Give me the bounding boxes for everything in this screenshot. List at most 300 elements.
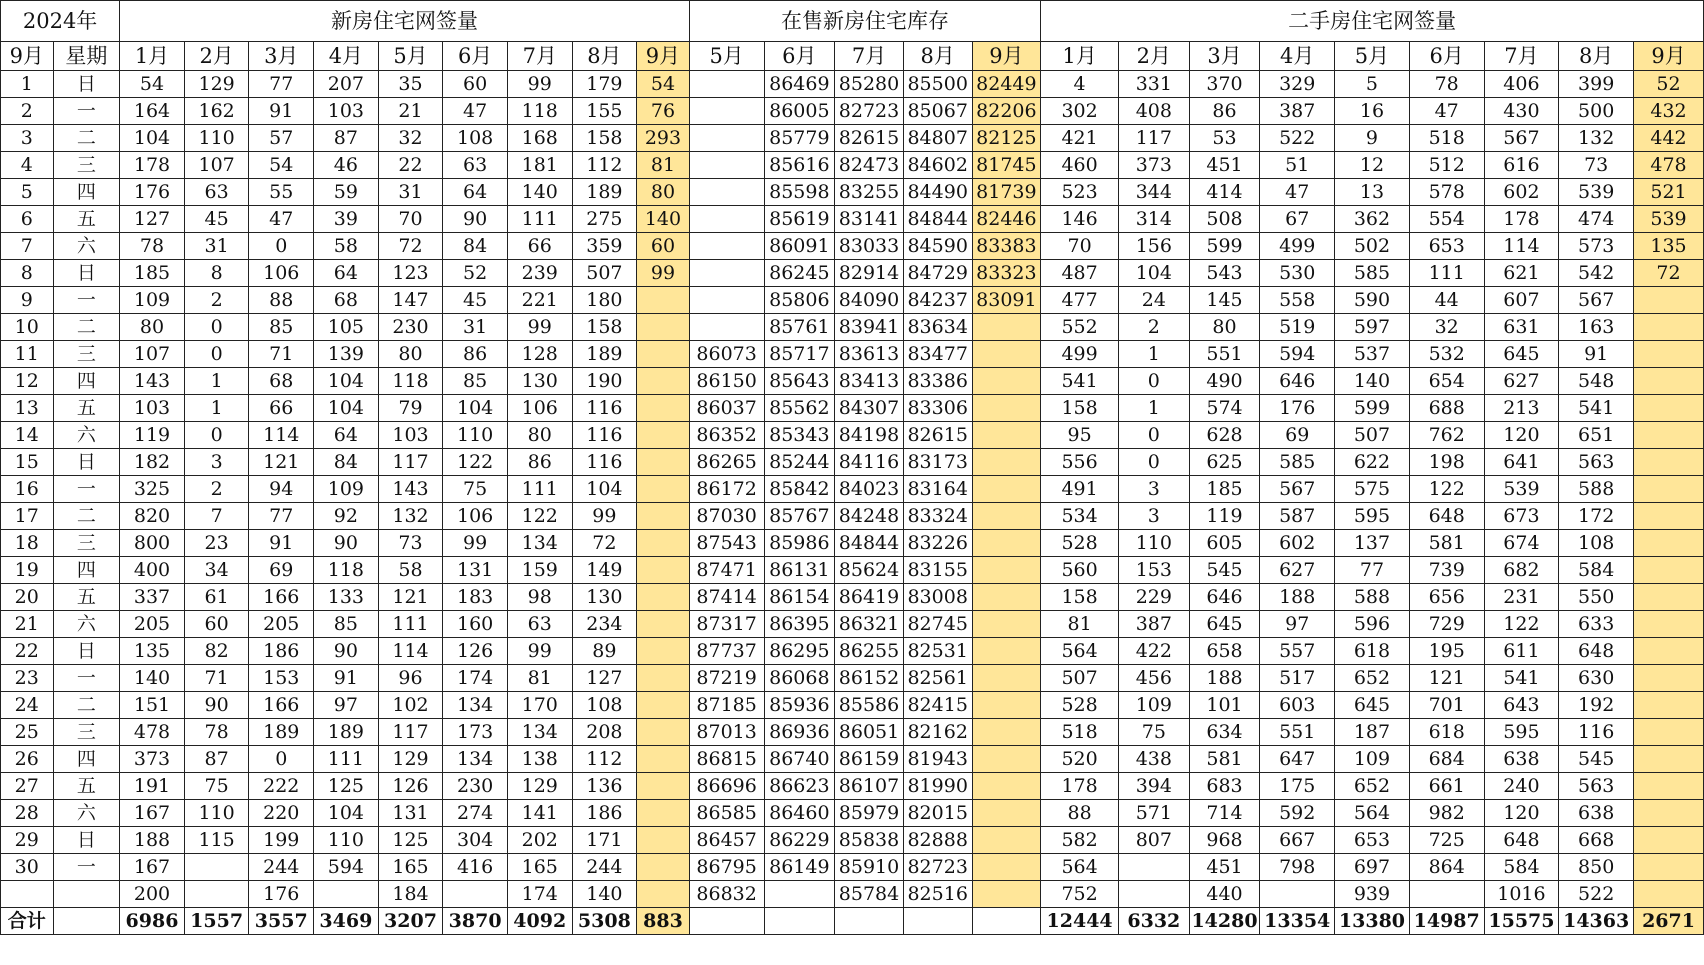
table-row xyxy=(1,287,1704,314)
day-cell: 27 xyxy=(1,773,54,800)
weekday-cell: 六 xyxy=(53,422,120,449)
secondhand-sales-cell: 387 xyxy=(1260,98,1335,125)
inventory-cell: 82723 xyxy=(835,98,904,125)
secondhand-sales-cell: 539 xyxy=(1634,206,1704,233)
secondhand-sales-cell: 229 xyxy=(1118,584,1189,611)
secondhand-sales-cell: 178 xyxy=(1484,206,1559,233)
secondhand-sales-cell: 602 xyxy=(1484,179,1559,206)
secondhand-sales-cell xyxy=(1634,503,1704,530)
secondhand-sales-cell: 52 xyxy=(1634,71,1704,98)
secondhand-sales-cell: 185 xyxy=(1189,476,1260,503)
secondhand-sales-cell: 75 xyxy=(1118,719,1189,746)
new-sales-cell: 63 xyxy=(507,611,572,638)
weekday-cell: 三 xyxy=(53,530,120,557)
secondhand-sales-cell: 4 xyxy=(1041,71,1119,98)
new-sales-cell: 158 xyxy=(572,314,637,341)
new-sales-cell: 165 xyxy=(378,854,443,881)
secondhand-sales-cell: 145 xyxy=(1189,287,1260,314)
inventory-cell xyxy=(972,503,1041,530)
secondhand-sales-total-cell: 13354 xyxy=(1260,908,1335,935)
secondhand-sales-cell: 584 xyxy=(1484,854,1559,881)
secondhand-sales-cell: 621 xyxy=(1484,260,1559,287)
secondhand-sales-cell: 627 xyxy=(1484,368,1559,395)
secondhand-sales-cell: 563 xyxy=(1559,449,1634,476)
inventory-cell: 83033 xyxy=(835,233,904,260)
new-sales-cell: 90 xyxy=(314,638,379,665)
weekday-cell: 三 xyxy=(53,152,120,179)
inventory-cell: 86172 xyxy=(689,476,764,503)
inventory-cell: 86795 xyxy=(689,854,764,881)
secondhand-sales-cell: 611 xyxy=(1484,638,1559,665)
secondhand-sales-cell: 638 xyxy=(1559,800,1634,827)
inventory-cell: 85643 xyxy=(764,368,835,395)
table-row xyxy=(1,449,1704,476)
day-cell: 16 xyxy=(1,476,54,503)
weekday-cell: 四 xyxy=(53,557,120,584)
secondhand-sales-cell: 140 xyxy=(1335,368,1410,395)
secondhand-sales-cell: 714 xyxy=(1189,800,1260,827)
table-row xyxy=(1,368,1704,395)
inventory-cell: 86091 xyxy=(764,233,835,260)
inventory-cell xyxy=(689,287,764,314)
new-sales-cell: 126 xyxy=(378,773,443,800)
secondhand-sales-cell: 394 xyxy=(1118,773,1189,800)
secondhand-sales-cell: 487 xyxy=(1041,260,1119,287)
inventory-cell: 82415 xyxy=(903,692,972,719)
secondhand-sales-cell: 520 xyxy=(1041,746,1119,773)
secondhand-sales-cell: 528 xyxy=(1041,692,1119,719)
new-sales-month-header: 2月 xyxy=(184,42,249,71)
inventory-cell: 85806 xyxy=(764,287,835,314)
new-sales-cell: 220 xyxy=(249,800,314,827)
new-sales-cell: 73 xyxy=(378,530,443,557)
secondhand-sales-cell xyxy=(1634,584,1704,611)
secondhand-sales-cell xyxy=(1634,476,1704,503)
new-sales-cell: 52 xyxy=(443,260,508,287)
inventory-month-header: 8月 xyxy=(903,42,972,71)
new-sales-cell: 97 xyxy=(314,692,379,719)
secondhand-sales-cell: 156 xyxy=(1118,233,1189,260)
day-cell: 15 xyxy=(1,449,54,476)
new-sales-cell: 110 xyxy=(443,422,508,449)
new-sales-cell: 191 xyxy=(120,773,185,800)
secondhand-sales-cell xyxy=(1634,638,1704,665)
secondhand-sales-cell: 638 xyxy=(1484,746,1559,773)
new-sales-cell: 188 xyxy=(120,827,185,854)
inventory-cell: 86457 xyxy=(689,827,764,854)
new-sales-cell: 207 xyxy=(314,71,379,98)
inventory-cell: 86068 xyxy=(764,665,835,692)
secondhand-sales-cell: 478 xyxy=(1634,152,1704,179)
new-sales-cell: 140 xyxy=(507,179,572,206)
table-row xyxy=(1,800,1704,827)
secondhand-sales-cell: 563 xyxy=(1559,773,1634,800)
inventory-cell: 82723 xyxy=(903,854,972,881)
secondhand-sales-cell: 370 xyxy=(1189,71,1260,98)
inventory-total-cell xyxy=(689,908,764,935)
secondhand-sales-cell: 762 xyxy=(1409,422,1484,449)
secondhand-sales-cell: 44 xyxy=(1409,287,1484,314)
inventory-cell: 83941 xyxy=(835,314,904,341)
secondhand-sales-cell: 646 xyxy=(1189,584,1260,611)
group-header-secondhand-sales: 二手房住宅网签量 xyxy=(1041,1,1704,42)
new-sales-cell xyxy=(637,827,690,854)
inventory-cell: 86295 xyxy=(764,638,835,665)
secondhand-sales-cell: 146 xyxy=(1041,206,1119,233)
secondhand-sales-cell: 567 xyxy=(1484,125,1559,152)
new-sales-cell: 125 xyxy=(314,773,379,800)
new-sales-cell: 167 xyxy=(120,800,185,827)
table-row xyxy=(1,854,1704,881)
new-sales-cell: 86 xyxy=(507,449,572,476)
new-sales-month-header: 4月 xyxy=(314,42,379,71)
secondhand-sales-cell xyxy=(1634,395,1704,422)
new-sales-total-cell: 883 xyxy=(637,908,690,935)
secondhand-sales-cell: 627 xyxy=(1260,557,1335,584)
secondhand-sales-cell: 373 xyxy=(1118,152,1189,179)
inventory-cell: 83634 xyxy=(903,314,972,341)
new-sales-cell: 106 xyxy=(443,503,508,530)
secondhand-sales-cell: 69 xyxy=(1260,422,1335,449)
inventory-cell xyxy=(972,530,1041,557)
new-sales-cell: 7 xyxy=(184,503,249,530)
new-sales-cell: 122 xyxy=(507,503,572,530)
secondhand-sales-cell: 594 xyxy=(1260,341,1335,368)
secondhand-sales-cell: 567 xyxy=(1260,476,1335,503)
table-row xyxy=(1,395,1704,422)
new-sales-cell: 159 xyxy=(507,557,572,584)
inventory-cell: 86229 xyxy=(764,827,835,854)
secondhand-sales-total-cell: 6332 xyxy=(1118,908,1189,935)
secondhand-sales-cell xyxy=(1634,746,1704,773)
secondhand-sales-cell: 701 xyxy=(1409,692,1484,719)
new-sales-cell xyxy=(637,638,690,665)
new-sales-cell: 0 xyxy=(249,746,314,773)
new-sales-cell: 111 xyxy=(507,206,572,233)
inventory-cell: 82615 xyxy=(903,422,972,449)
secondhand-sales-cell: 499 xyxy=(1041,341,1119,368)
inventory-cell: 82745 xyxy=(903,611,972,638)
weekday-cell: 四 xyxy=(53,746,120,773)
secondhand-sales-cell: 97 xyxy=(1260,611,1335,638)
day-cell: 7 xyxy=(1,233,54,260)
new-sales-cell: 78 xyxy=(120,233,185,260)
new-sales-cell: 58 xyxy=(314,233,379,260)
secondhand-sales-total-cell: 13380 xyxy=(1335,908,1410,935)
weekday-cell: 五 xyxy=(53,773,120,800)
weekday-cell: 五 xyxy=(53,395,120,422)
secondhand-sales-cell xyxy=(1634,665,1704,692)
day-cell: 2 xyxy=(1,98,54,125)
new-sales-cell: 189 xyxy=(572,341,637,368)
new-sales-cell xyxy=(637,881,690,908)
new-sales-cell xyxy=(637,449,690,476)
inventory-cell: 82015 xyxy=(903,800,972,827)
new-sales-total-cell: 1557 xyxy=(184,908,249,935)
inventory-cell: 84490 xyxy=(903,179,972,206)
new-sales-cell: 91 xyxy=(249,530,314,557)
new-sales-cell: 47 xyxy=(443,98,508,125)
new-sales-cell: 96 xyxy=(378,665,443,692)
new-sales-cell: 110 xyxy=(184,800,249,827)
inventory-cell: 82473 xyxy=(835,152,904,179)
secondhand-sales-cell: 532 xyxy=(1409,341,1484,368)
new-sales-cell: 373 xyxy=(120,746,185,773)
table-row xyxy=(1,206,1704,233)
new-sales-cell: 54 xyxy=(120,71,185,98)
new-sales-cell: 94 xyxy=(249,476,314,503)
new-sales-cell: 134 xyxy=(507,719,572,746)
inventory-cell xyxy=(764,881,835,908)
new-sales-cell: 181 xyxy=(507,152,572,179)
secondhand-sales-cell: 438 xyxy=(1118,746,1189,773)
secondhand-sales-month-header: 1月 xyxy=(1041,42,1119,71)
new-sales-month-header: 8月 xyxy=(572,42,637,71)
inventory-cell: 86815 xyxy=(689,746,764,773)
inventory-cell: 85280 xyxy=(835,71,904,98)
secondhand-sales-cell: 406 xyxy=(1484,71,1559,98)
table-row xyxy=(1,692,1704,719)
secondhand-sales-cell: 331 xyxy=(1118,71,1189,98)
inventory-month-header: 6月 xyxy=(764,42,835,71)
secondhand-sales-cell: 582 xyxy=(1041,827,1119,854)
secondhand-sales-cell: 47 xyxy=(1409,98,1484,125)
table-row xyxy=(1,530,1704,557)
secondhand-sales-cell: 574 xyxy=(1189,395,1260,422)
day-cell: 25 xyxy=(1,719,54,746)
day-cell: 10 xyxy=(1,314,54,341)
secondhand-sales-cell: 24 xyxy=(1118,287,1189,314)
secondhand-sales-cell: 507 xyxy=(1041,665,1119,692)
new-sales-cell: 234 xyxy=(572,611,637,638)
new-sales-cell: 171 xyxy=(572,827,637,854)
secondhand-sales-cell: 653 xyxy=(1409,233,1484,260)
secondhand-sales-cell xyxy=(1634,314,1704,341)
inventory-cell: 83155 xyxy=(903,557,972,584)
secondhand-sales-month-header: 5月 xyxy=(1335,42,1410,71)
inventory-cell: 85343 xyxy=(764,422,835,449)
secondhand-sales-total-cell: 2671 xyxy=(1634,908,1704,935)
new-sales-cell: 129 xyxy=(184,71,249,98)
new-sales-cell: 81 xyxy=(637,152,690,179)
secondhand-sales-cell: 643 xyxy=(1484,692,1559,719)
inventory-cell: 85598 xyxy=(764,179,835,206)
inventory-cell: 82531 xyxy=(903,638,972,665)
secondhand-sales-cell: 387 xyxy=(1118,611,1189,638)
new-sales-cell xyxy=(184,854,249,881)
secondhand-sales-cell: 661 xyxy=(1409,773,1484,800)
inventory-cell: 87013 xyxy=(689,719,764,746)
secondhand-sales-cell: 490 xyxy=(1189,368,1260,395)
secondhand-sales-cell: 78 xyxy=(1409,71,1484,98)
new-sales-cell xyxy=(637,341,690,368)
new-sales-cell: 99 xyxy=(507,71,572,98)
secondhand-sales-cell xyxy=(1634,368,1704,395)
new-sales-cell: 130 xyxy=(572,584,637,611)
new-sales-cell: 75 xyxy=(443,476,508,503)
inventory-cell xyxy=(972,341,1041,368)
new-sales-cell: 85 xyxy=(443,368,508,395)
new-sales-cell: 147 xyxy=(378,287,443,314)
secondhand-sales-cell: 314 xyxy=(1118,206,1189,233)
secondhand-sales-cell: 344 xyxy=(1118,179,1189,206)
secondhand-sales-cell: 590 xyxy=(1335,287,1410,314)
table-row xyxy=(1,71,1704,98)
new-sales-cell: 140 xyxy=(572,881,637,908)
secondhand-sales-cell: 13 xyxy=(1335,179,1410,206)
new-sales-total-cell: 4092 xyxy=(507,908,572,935)
secondhand-sales-cell xyxy=(1634,827,1704,854)
new-sales-cell: 78 xyxy=(184,719,249,746)
secondhand-sales-cell: 667 xyxy=(1260,827,1335,854)
inventory-cell: 83413 xyxy=(835,368,904,395)
inventory-cell xyxy=(972,422,1041,449)
inventory-cell: 83255 xyxy=(835,179,904,206)
day-cell: 13 xyxy=(1,395,54,422)
new-sales-month-header: 1月 xyxy=(120,42,185,71)
secondhand-sales-cell xyxy=(1634,800,1704,827)
inventory-cell: 85586 xyxy=(835,692,904,719)
secondhand-sales-cell: 573 xyxy=(1559,233,1634,260)
new-sales-cell: 109 xyxy=(314,476,379,503)
inventory-cell: 87185 xyxy=(689,692,764,719)
new-sales-month-header: 5月 xyxy=(378,42,443,71)
secondhand-sales-cell: 116 xyxy=(1559,719,1634,746)
new-sales-cell: 164 xyxy=(120,98,185,125)
secondhand-sales-cell: 104 xyxy=(1118,260,1189,287)
secondhand-sales-cell xyxy=(1634,557,1704,584)
table-row xyxy=(1,746,1704,773)
inventory-cell: 86585 xyxy=(689,800,764,827)
new-sales-cell: 141 xyxy=(507,800,572,827)
secondhand-sales-cell: 1016 xyxy=(1484,881,1559,908)
new-sales-cell: 185 xyxy=(120,260,185,287)
new-sales-cell xyxy=(637,611,690,638)
inventory-cell: 86149 xyxy=(764,854,835,881)
inventory-month-header: 5月 xyxy=(689,42,764,71)
secondhand-sales-cell: 195 xyxy=(1409,638,1484,665)
day-cell: 23 xyxy=(1,665,54,692)
new-sales-cell: 478 xyxy=(120,719,185,746)
new-sales-cell: 122 xyxy=(443,449,508,476)
secondhand-sales-cell: 135 xyxy=(1634,233,1704,260)
total-weekday-cell xyxy=(53,908,120,935)
secondhand-sales-cell: 80 xyxy=(1189,314,1260,341)
inventory-cell: 85979 xyxy=(835,800,904,827)
new-sales-cell: 140 xyxy=(637,206,690,233)
inventory-cell: 82125 xyxy=(972,125,1041,152)
new-sales-cell: 134 xyxy=(507,530,572,557)
new-sales-cell: 3 xyxy=(184,449,249,476)
new-sales-cell: 90 xyxy=(184,692,249,719)
new-sales-cell xyxy=(637,854,690,881)
secondhand-sales-cell: 120 xyxy=(1484,800,1559,827)
secondhand-sales-cell: 430 xyxy=(1484,98,1559,125)
inventory-cell: 83141 xyxy=(835,206,904,233)
weekday-cell: 五 xyxy=(53,584,120,611)
secondhand-sales-cell: 541 xyxy=(1559,395,1634,422)
new-sales-cell: 205 xyxy=(249,611,314,638)
secondhand-sales-cell: 541 xyxy=(1041,368,1119,395)
inventory-cell: 82162 xyxy=(903,719,972,746)
new-sales-cell: 59 xyxy=(314,179,379,206)
new-sales-cell: 325 xyxy=(120,476,185,503)
inventory-cell xyxy=(972,881,1041,908)
secondhand-sales-cell: 567 xyxy=(1559,287,1634,314)
new-sales-cell: 80 xyxy=(378,341,443,368)
table-row xyxy=(1,557,1704,584)
inventory-cell: 84807 xyxy=(903,125,972,152)
group-header-inventory: 在售新房住宅库存 xyxy=(689,1,1040,42)
inventory-cell xyxy=(972,719,1041,746)
secondhand-sales-cell: 188 xyxy=(1189,665,1260,692)
new-sales-cell: 133 xyxy=(314,584,379,611)
new-sales-month-header: 9月 xyxy=(637,42,690,71)
inventory-cell: 86131 xyxy=(764,557,835,584)
inventory-cell: 82206 xyxy=(972,98,1041,125)
day-cell: 28 xyxy=(1,800,54,827)
secondhand-sales-cell: 5 xyxy=(1335,71,1410,98)
secondhand-sales-cell: 595 xyxy=(1484,719,1559,746)
inventory-cell: 87317 xyxy=(689,611,764,638)
secondhand-sales-cell: 584 xyxy=(1559,557,1634,584)
new-sales-cell: 151 xyxy=(120,692,185,719)
secondhand-sales-cell: 622 xyxy=(1335,449,1410,476)
new-sales-cell: 76 xyxy=(637,98,690,125)
secondhand-sales-cell: 618 xyxy=(1409,719,1484,746)
secondhand-sales-cell: 502 xyxy=(1335,233,1410,260)
new-sales-cell: 230 xyxy=(378,314,443,341)
new-sales-cell: 8 xyxy=(184,260,249,287)
new-sales-cell: 179 xyxy=(572,71,637,98)
new-sales-cell: 149 xyxy=(572,557,637,584)
inventory-cell: 86832 xyxy=(689,881,764,908)
secondhand-sales-cell: 491 xyxy=(1041,476,1119,503)
secondhand-sales-cell: 422 xyxy=(1118,638,1189,665)
day-cell: 1 xyxy=(1,71,54,98)
new-sales-cell: 106 xyxy=(507,395,572,422)
secondhand-sales-cell: 119 xyxy=(1189,503,1260,530)
new-sales-cell: 221 xyxy=(507,287,572,314)
day-cell: 9 xyxy=(1,287,54,314)
new-sales-cell: 131 xyxy=(378,800,443,827)
new-sales-cell: 99 xyxy=(507,314,572,341)
new-sales-cell: 60 xyxy=(184,611,249,638)
new-sales-cell: 507 xyxy=(572,260,637,287)
total-label: 合计 xyxy=(1,908,54,935)
secondhand-sales-cell xyxy=(1634,422,1704,449)
new-sales-cell xyxy=(637,692,690,719)
secondhand-sales-month-header: 6月 xyxy=(1409,42,1484,71)
secondhand-sales-cell: 564 xyxy=(1041,854,1119,881)
weekday-cell: 日 xyxy=(53,638,120,665)
secondhand-sales-cell: 674 xyxy=(1484,530,1559,557)
new-sales-cell: 199 xyxy=(249,827,314,854)
new-sales-cell: 107 xyxy=(184,152,249,179)
inventory-cell: 85779 xyxy=(764,125,835,152)
inventory-cell xyxy=(972,395,1041,422)
new-sales-cell: 121 xyxy=(249,449,314,476)
new-sales-cell: 34 xyxy=(184,557,249,584)
inventory-cell xyxy=(972,476,1041,503)
new-sales-cell: 131 xyxy=(443,557,508,584)
secondhand-sales-total-cell: 14363 xyxy=(1559,908,1634,935)
table-row xyxy=(1,476,1704,503)
secondhand-sales-cell: 545 xyxy=(1189,557,1260,584)
new-sales-cell: 103 xyxy=(378,422,443,449)
secondhand-sales-cell: 528 xyxy=(1041,530,1119,557)
secondhand-sales-cell: 172 xyxy=(1559,503,1634,530)
